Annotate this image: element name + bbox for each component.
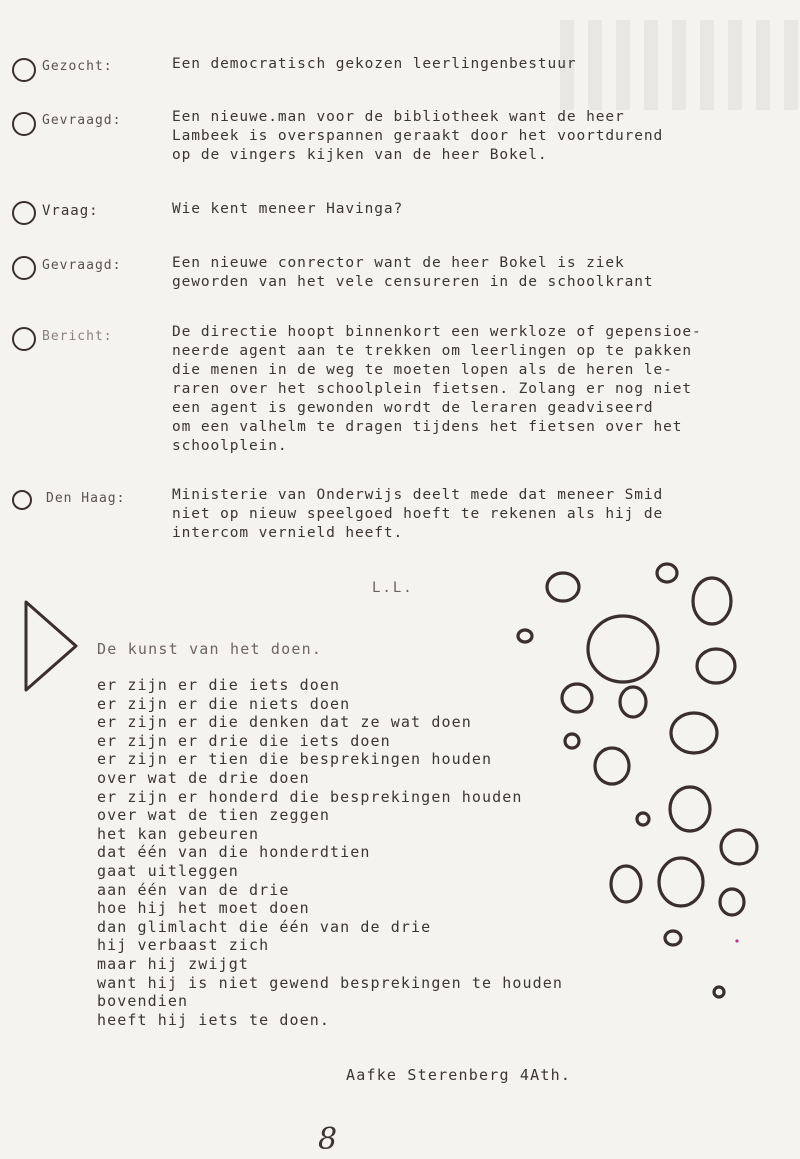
entry-text: De directie hoopt binnenkort een werkloze of gepensioe- neerde agent aan te trekken om leerlingen op te pakken die menen in de weg te moeten lopen als de heren le- raren over het schoolplein fietsen. Zolang er nog niet een agent is gewonden wordt de leraren geadviseerd om een valhelm te dragen tijdens het fietsen over het schoolplein. [172, 324, 702, 454]
circle-icon [714, 987, 724, 997]
entry-label: Gezocht: [42, 59, 113, 74]
circle-icon [720, 889, 744, 915]
page-number: 8 [318, 1122, 338, 1157]
circle-icon [588, 616, 658, 682]
entry-text: Ministerie van Onderwijs deelt mede dat meneer Smid niet op nieuw speelgoed hoeft te rekenen als hij de intercom vernield heeft. [172, 487, 664, 541]
circle-icon [547, 573, 579, 601]
poem-line: het kan gebeuren [97, 824, 260, 843]
circle-icon [595, 748, 629, 784]
circle-bullet-icon [12, 201, 36, 225]
triangle-icon [22, 598, 82, 694]
circle-icon [721, 830, 757, 864]
initials: L.L. [372, 580, 414, 596]
hand-drawn-circles [500, 550, 790, 1010]
poem-line: over wat de tien zeggen [97, 806, 331, 825]
entry-text: Een nieuwe conrector want de heer Bokel is ziek geworden van het vele censureren in de schoolkrant [172, 255, 654, 290]
circle-icon [665, 931, 681, 945]
poem-line: maar hij zwijgt [97, 954, 249, 973]
circle-icon [659, 858, 703, 906]
circle-icon [671, 713, 717, 753]
poem-line: over wat de drie doen [97, 768, 310, 787]
circle-icon [637, 813, 649, 825]
poem-line: er zijn er tien die besprekingen houden [97, 750, 493, 769]
poem-line: gaat uitleggen [97, 861, 239, 880]
poem-line: er zijn er drie die iets doen [97, 731, 391, 750]
circle-bullet-icon [12, 112, 36, 136]
poem-line: er zijn er die denken dat ze wat doen [97, 713, 472, 732]
poem-line: er zijn er honderd die besprekingen houden [97, 787, 523, 806]
circle-icon [611, 866, 641, 902]
circle-bullet-icon [12, 490, 32, 510]
poem-line: dat één van die honderdtien [97, 843, 371, 862]
circle-icon [693, 578, 731, 624]
poem-line: er zijn er die niets doen [97, 694, 351, 713]
poem-line: hij verbaast zich [97, 936, 270, 955]
poem-title: De kunst van het doen. [97, 640, 323, 658]
poem-line: aan één van de drie [97, 880, 290, 899]
poem-line: dan glimlacht die één van de drie [97, 917, 432, 936]
circle-icon [562, 684, 592, 712]
circle-bullet-icon [12, 327, 36, 351]
entry-text: Een democratisch gekozen leerlingenbestuur [172, 56, 577, 72]
poem-line: hoe hij het moet doen [97, 899, 310, 918]
poem-line: heeft hij iets te doen. [97, 1010, 331, 1029]
entry-label: Gevraagd: [42, 258, 122, 273]
circle-bullet-icon [12, 58, 36, 82]
circle-icon [657, 564, 677, 582]
circle-icon [565, 734, 579, 748]
entry-label: Vraag: [42, 203, 99, 219]
circle-icon [620, 687, 646, 717]
poem-line: er zijn er die iets doen [97, 676, 341, 694]
circle-bullet-icon [12, 256, 36, 280]
author-signature: Aafke Sterenberg 4Ath. [346, 1066, 572, 1084]
entry-label: Bericht: [42, 329, 113, 344]
poem-line: want hij is niet gewend besprekingen te houden [97, 973, 564, 992]
circle-icon [670, 787, 710, 831]
entry-label: Den Haag: [46, 491, 126, 506]
circle-icon [518, 630, 532, 642]
entry-label: Gevraagd: [42, 113, 122, 128]
entry-text: Wie kent meneer Havinga? [172, 201, 404, 217]
poem-line faint: bovendien [97, 992, 189, 1011]
entry-text: Een nieuwe.man voor de bibliotheek want de heer Lambeek is overspannen geraakt door het voortdurend op de vingers kijken van de heer Bokel. [172, 109, 664, 163]
circle-icon [697, 649, 735, 683]
